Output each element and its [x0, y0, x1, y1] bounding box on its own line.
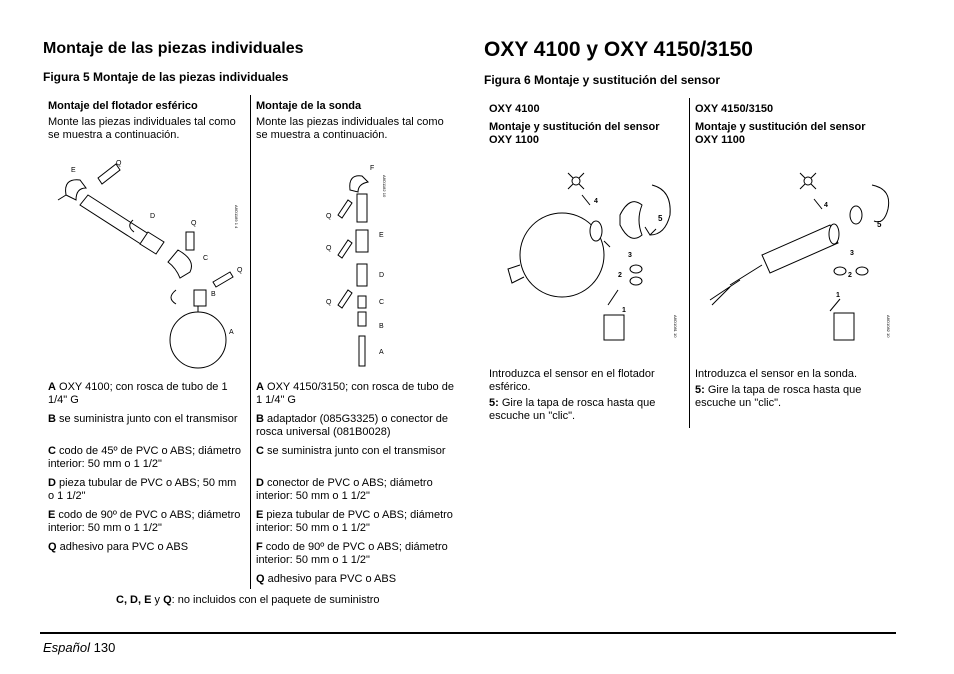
col2-legend-c: C se suministra junto con el transmisor [256, 445, 446, 457]
col2-legend-q: Q adhesivo para PVC o ABS [256, 573, 397, 585]
fig6a-label-2: 2 [618, 272, 622, 279]
oxy4150-subheading: Montaje y sustitución del sensor OXY 1100 [695, 121, 866, 146]
fig6a-label-5: 5 [658, 214, 663, 223]
col1-legend-c: C codo de 45º de PVC o ABS; diámetro interior: 50 mm o 1 1/2" [48, 445, 241, 470]
oxy4100-sensor-illustration [500, 165, 690, 355]
col1-legend-d: D pieza tubular de PVC o ABS; 50 mm o 1 1/2" [48, 477, 237, 502]
fig5b-label-f: F [370, 165, 375, 172]
col1-intro: Monte las piezas individuales tal como se muestra a continuación. [48, 116, 236, 141]
fig5a-code: A8O1189 1 4 [234, 205, 239, 229]
left-section-title: Montaje de las piezas individuales [43, 40, 304, 57]
oxy4100-subheading: Montaje y sustitución del sensor OXY 1100 [489, 121, 660, 146]
col1-legend-list [48, 381, 244, 554]
fig6b-label-2: 2 [848, 272, 852, 279]
fig5b-label-q3: Q [326, 299, 332, 306]
col1-legend-b: B se suministra junto con el transmisor [48, 413, 238, 425]
fig6b-label-5: 5 [877, 220, 882, 229]
oxy4150-heading: OXY 4150/3150 [695, 103, 774, 115]
fig5a-label-q2: Q [191, 220, 197, 227]
figure6-caption: Figura 6 Montaje y sustitución del sensor [484, 73, 721, 87]
oxy4150-step5: 5: Gire la tapa de rosca hasta que escuche un "clic". [695, 384, 862, 409]
fig5a-label-a: A [229, 329, 234, 336]
col2-legend-list [256, 381, 454, 586]
col1-legend-a: A OXY 4100; con rosca de tubo de 1 1/4" G [48, 381, 228, 406]
fig5a-label-c: C [203, 255, 209, 262]
float-assembly-illustration [48, 150, 248, 375]
probe-assembly-illustration [320, 160, 400, 375]
footer-page-number: 130 [93, 640, 116, 655]
figure5-caption: Figura 5 Montaje de las piezas individuales [43, 70, 289, 84]
right-section-title: OXY 4100 y OXY 4150/3150 [484, 38, 753, 61]
fig6a-label-3: 3 [628, 252, 632, 259]
col2-legend-d: D conector de PVC o ABS; diámetro interior: 50 mm o 1 1/2" [256, 477, 433, 502]
col2-heading: Montaje de la sonda [256, 100, 362, 112]
col1-legend-e: E codo de 90º de PVC o ABS; diámetro interior: 50 mm o 1 1/2" [48, 509, 241, 534]
fig5a-label-q3: Q [237, 267, 243, 274]
col1-legend-q: Q adhesivo para PVC o ABS [48, 541, 189, 553]
fig5a-label-q1: Q [116, 160, 122, 167]
oxy4100-heading: OXY 4100 [489, 103, 540, 115]
col2-legend-e: E pieza tubular de PVC o ABS; diámetro interior: 50 mm o 1 1/2" [256, 509, 453, 534]
footer-language: Español [43, 640, 90, 655]
footer-page-label [43, 640, 115, 655]
fig5b-label-q2: Q [326, 245, 332, 252]
fig6b-label-1: 1 [836, 292, 840, 299]
fig5b-label-d: D [379, 272, 385, 279]
fig5b-label-a: A [379, 349, 384, 356]
fig5b-label-c: C [379, 299, 385, 306]
left-column-divider [250, 95, 251, 589]
oxy4150-instruction: Introduzca el sensor en la sonda. [695, 368, 858, 380]
fig6b-code: A8O1082 10 [886, 315, 891, 338]
fig6a-label-4: 4 [594, 198, 598, 205]
col2-legend-b: B adaptador (085G3325) o conector de rosca universal (081B0028) [256, 413, 449, 438]
col2-legend-f: F codo de 90º de PVC o ABS; diámetro interior: 50 mm o 1 1/2" [256, 541, 448, 566]
fig6b-label-3: 3 [850, 250, 854, 257]
fig6a-code: A8O1081 10 [673, 315, 678, 338]
oxy4100-instruction: Introduzca el sensor en el flotador esférico. [489, 368, 655, 393]
fig6a-label-1: 1 [622, 307, 626, 314]
fig5a-label-d: D [150, 213, 156, 220]
fig5a-label-e: E [71, 167, 76, 174]
fig5a-label-b: B [211, 291, 216, 298]
fig6b-label-4: 4 [824, 202, 828, 209]
fig5b-label-e: E [379, 232, 384, 239]
col2-legend-a: A OXY 4150/3150; con rosca de tubo de 1 1/4" G [256, 381, 454, 406]
col1-heading: Montaje del flotador esférico [48, 100, 198, 112]
fig5b-label-q1: Q [326, 213, 332, 220]
col2-intro: Monte las piezas individuales tal como se muestra a continuación. [256, 116, 444, 141]
left-footnote: C, D, E y Q: no incluidos con el paquete de suministro [116, 594, 380, 606]
fig5b-label-b: B [379, 323, 384, 330]
oxy4100-step5: 5: Gire la tapa de rosca hasta que escuche un "clic". [489, 397, 656, 422]
footer-rule [40, 632, 896, 634]
fig5b-code: A8O1182 10 [382, 175, 387, 198]
oxy4150-sensor-illustration [700, 165, 895, 355]
